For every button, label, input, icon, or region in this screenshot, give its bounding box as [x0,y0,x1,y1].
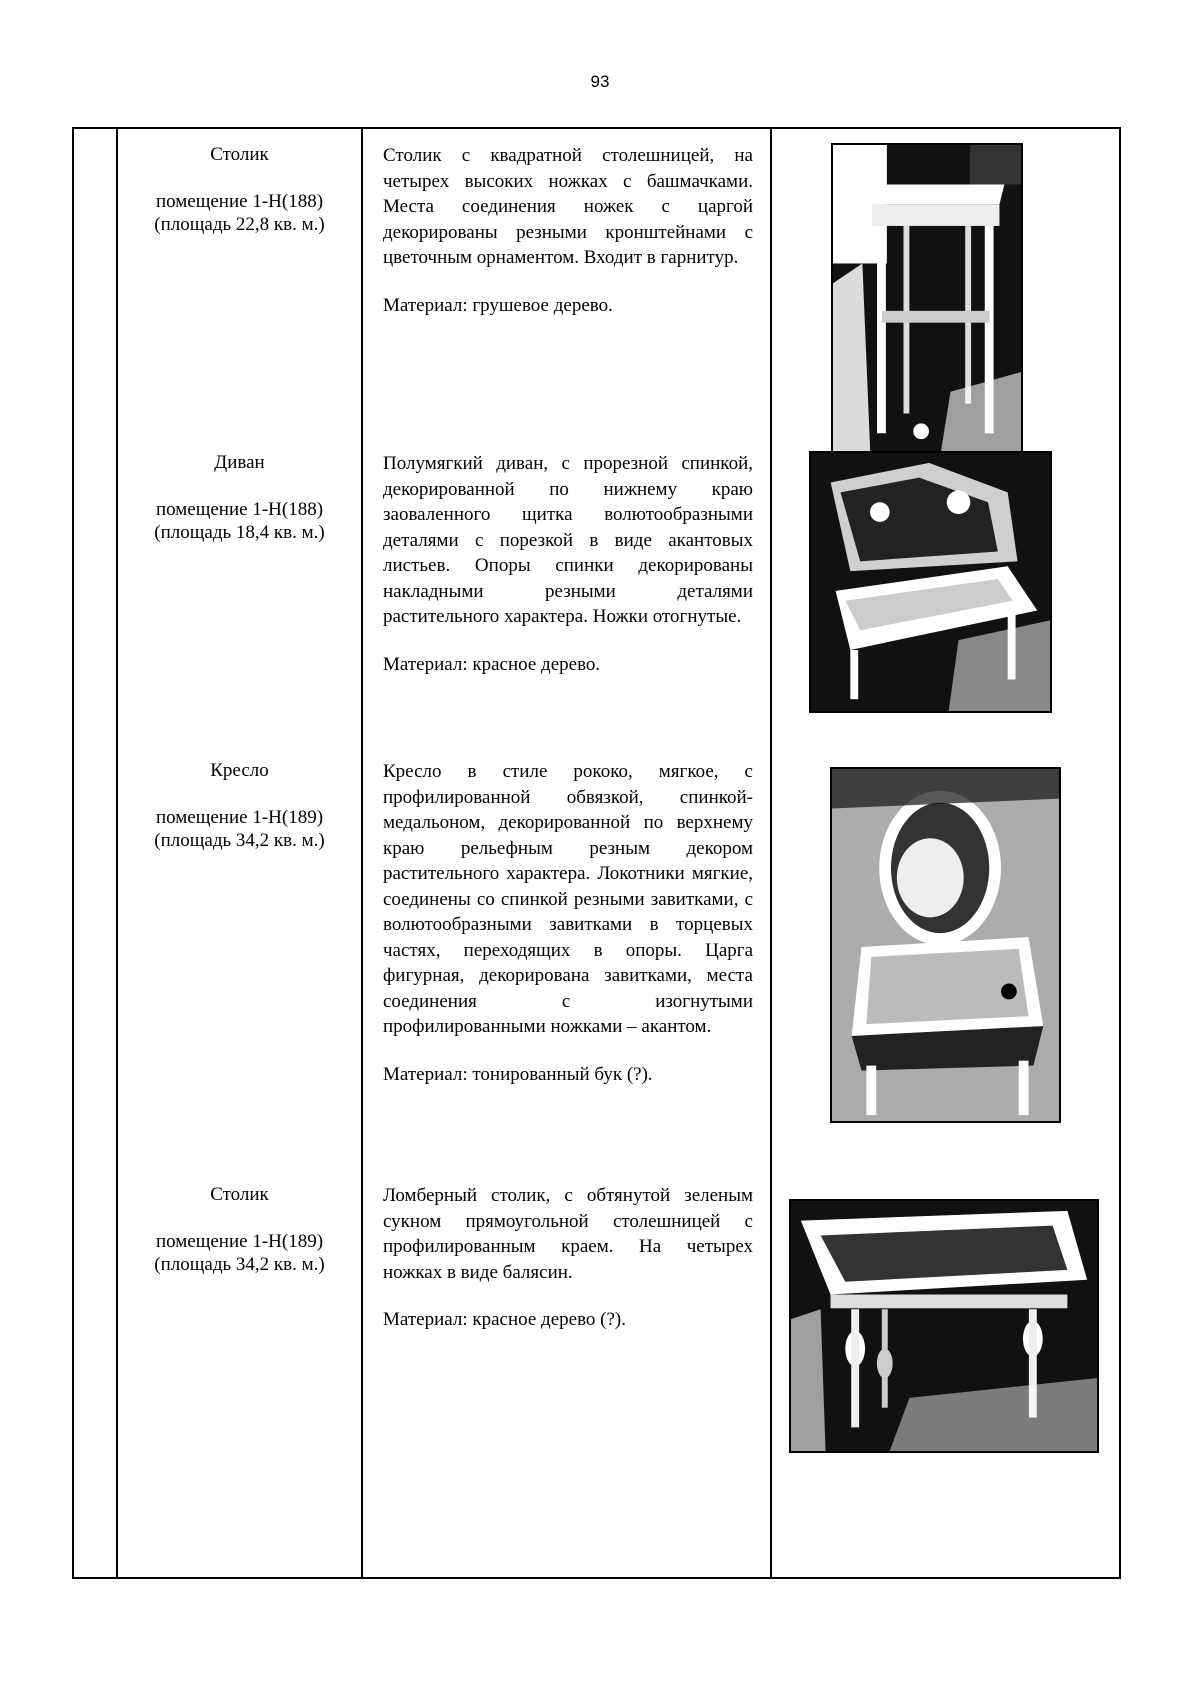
item-material: Материал: тонированный бук (?). [383,1063,653,1085]
item-room: помещение 1-Н(188) [155,191,324,212]
item-name-cell [118,143,361,236]
item-room: помещение 1-Н(188) [155,499,324,520]
item-room: помещение 1-Н(189) [155,807,324,828]
item-name: Столик [210,144,269,165]
photo-armchair [830,767,1061,1123]
item-name-cell [118,451,361,544]
item-area: (площадь 34,2 кв. м.) [154,830,325,851]
item-description: Кресло в стиле рококо, мягкое, с профилированной обвязкой, спинкой-медальоном, декорированной по верхнему краю рельефным резным декором растительного характера. Локотники мягкие, соединены со спинкой резными завитками, с волютообразными завитками в торцевых частях, переходящих в опоры. Царга фигурная, декорирована завитками, места соединения с изогнутыми профилированными ножками – акантом. [383,761,753,1037]
item-name: Кресло [210,760,269,781]
item-name-cell [118,759,361,852]
photo-card-table [789,1199,1099,1453]
item-name: Столик [210,1184,269,1205]
item-material: Материал: красное дерево (?). [383,1309,626,1330]
item-description-cell [383,143,753,318]
column-divider [116,129,118,1577]
item-description-cell [383,451,753,677]
item-area: (площадь 18,4 кв. м.) [154,522,325,543]
item-name: Диван [214,452,265,473]
item-description: Столик с квадратной столешницей, на четырех высоких ножках с башмачками. Места соединения ножек с царгой декорированы резными кронштейнами с цветочным орнаментом. Входит в гарнитур. [383,145,753,268]
column-divider [770,129,772,1577]
photo-sofa [809,451,1052,713]
item-description-cell [383,1183,753,1333]
inventory-table [72,127,1121,1579]
item-description: Ломберный столик, с обтянутой зеленым сукном прямоугольной столешницей с профилированным краем. На четырех ножках в виде балясин. [383,1185,753,1283]
item-material: Материал: красное дерево. [383,653,601,675]
item-room: помещение 1-Н(189) [155,1231,324,1252]
photo-side-table [831,143,1023,455]
item-name-cell [118,1183,361,1276]
item-area: (площадь 34,2 кв. м.) [154,1254,325,1275]
item-description: Полумягкий диван, с прорезной спинкой, декорированной по нижнему краю заоваленного щитка волютообразными деталями с порезкой в виде акантовых листьев. Опоры спинки декорированы накладными резными деталями растительного характера. Ножки отогнутые. [383,453,753,627]
item-material: Материал: грушевое дерево. [383,294,613,316]
page-number: 93 [590,72,610,91]
item-area: (площадь 22,8 кв. м.) [154,214,325,235]
column-divider [361,129,363,1577]
item-description-cell [383,759,753,1087]
